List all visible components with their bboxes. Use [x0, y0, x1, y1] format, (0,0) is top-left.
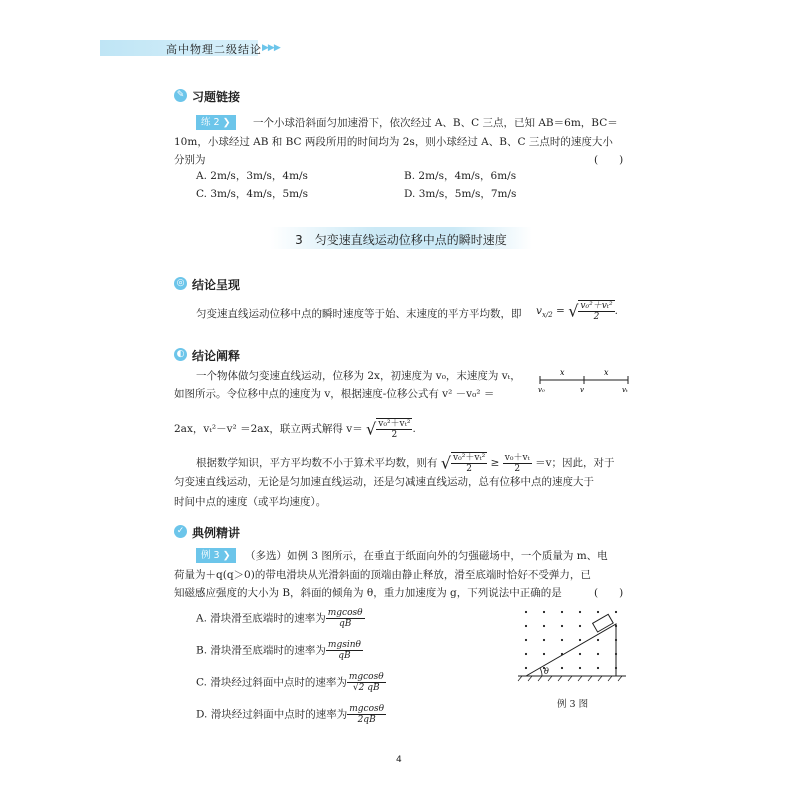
- explain-section-icon: ◐: [174, 348, 187, 361]
- explain-para2-line3: 时间中点的速度（或平均速度）。: [174, 496, 327, 508]
- example-3-line1: （多选）如例 3 图所示，在垂直于纸面向外的匀强磁场中，一个质量为 m、电: [245, 550, 608, 562]
- practice-2-answer-paren: ( ): [594, 154, 624, 166]
- field-dot: [615, 611, 617, 613]
- field-dot: [543, 625, 545, 627]
- field-dot: [525, 611, 527, 613]
- practice-2-line2: 10m，小球经过 AB 和 BC 两段所用的时间均为 2s，则小球经过 A、B、C 三点时的速度大小: [174, 136, 613, 148]
- field-dot: [597, 639, 599, 641]
- practice-2-tag: 练 2 ❯: [196, 115, 236, 130]
- practice-2-option-c: C. 3m/s，4m/s，5m/s: [196, 188, 309, 200]
- page-number: 4: [396, 755, 402, 765]
- field-dot: [579, 639, 581, 641]
- practice-2-line1: 一个小球沿斜面匀加速滑下，依次经过 A、B、C 三点，已知 AB＝6m，BC＝: [253, 117, 618, 129]
- diagram-label-vmid: v: [580, 386, 584, 394]
- example-3-option-d: D. 滑块经过斜面中点时的速率为 $\frac{mgcos\theta}{2qB}$: [196, 704, 385, 725]
- field-dot: [543, 611, 545, 613]
- example-3-answer-paren: ( ): [594, 587, 624, 599]
- explain-para2-line1: 根据数学知识，平方平均数不小于算术平均数，则有 √ $\frac{\text{v₀²＋vₜ²}}{2}$ ≥ $\frac{\text{v₀＋vₜ}}{2}$ ＝v；因此，对于: [196, 452, 615, 474]
- incline-triangle: [526, 624, 616, 676]
- angle-arc: [540, 668, 542, 676]
- link-section-icon: ✎: [174, 89, 187, 102]
- ground-hatch: [518, 676, 622, 681]
- check-section-icon: ✓: [174, 525, 187, 538]
- conclusion-text: 匀变速直线运动位移中点的瞬时速度等于始、末速度的平方平均数，即: [196, 308, 522, 320]
- field-dot: [561, 667, 563, 669]
- section-example-heading: 典例精讲: [192, 526, 241, 540]
- subsection-title: 3 匀变速直线运动位移中点的瞬时速度: [295, 233, 507, 247]
- running-header-title: 高中物理二级结论: [166, 43, 262, 56]
- section-practice-heading: 习题链接: [192, 90, 241, 104]
- field-dot: [597, 653, 599, 655]
- explain-para2-line2: 匀变速直线运动，无论是匀加速直线运动，还是匀减速直线运动，总有位移中点的速度大于: [174, 476, 594, 488]
- example-3-option-c: C. 滑块经过斜面中点时的速率为 $\frac{mgcos\theta}{√2 qB}$: [196, 672, 384, 693]
- field-dot: [597, 611, 599, 613]
- field-dot: [597, 667, 599, 669]
- field-dot: [579, 611, 581, 613]
- conclusion-formula: $v_{x/2}$ = √ $\frac{\text{v₀²＋vₜ²}}{2}$ .: [536, 301, 618, 322]
- practice-2-option-a: A. 2m/s，3m/s，4m/s: [196, 170, 308, 182]
- example-3-line3: 知磁感应强度的大小为 B，斜面的倾角为 θ，重力加速度为 g，下列说法中正确的是: [174, 587, 562, 599]
- field-dot: [525, 639, 527, 641]
- practice-2-line3: 分别为: [174, 154, 206, 166]
- diagram-label-x2: x: [604, 368, 609, 377]
- diagram-label-vt: vₜ: [622, 386, 628, 394]
- field-dot: [579, 625, 581, 627]
- field-dot: [525, 653, 527, 655]
- field-dot: [543, 653, 545, 655]
- field-dot: [561, 625, 563, 627]
- figure-caption: 例 3 图: [557, 699, 589, 710]
- field-dot: [525, 625, 527, 627]
- diagram-label-v0: v₀: [538, 386, 545, 394]
- explain-line2: 如图所示。令位移中点的速度为 v，根据速度-位移公式有 v² －v₀² ＝: [174, 388, 495, 400]
- example-3-option-a: A. 滑块滑至底端时的速率为 $\frac{mgcos\theta}{qB}$: [196, 608, 363, 629]
- field-dot: [525, 667, 527, 669]
- field-dot: [543, 639, 545, 641]
- field-dot: [561, 611, 563, 613]
- example-3-figure: [516, 604, 628, 690]
- header-arrows-icon: ▶▶▶: [262, 43, 280, 53]
- slider-block: [593, 614, 614, 632]
- field-dot: [561, 639, 563, 641]
- angle-theta-label: θ: [544, 667, 549, 676]
- slider-block-rect: [593, 614, 614, 632]
- example-3-option-b: B. 滑块滑至底端时的速率为 $\frac{mgsin\theta}{qB}$: [196, 640, 361, 661]
- section-conclusion-heading: 结论呈现: [192, 278, 241, 292]
- practice-2-option-d: D. 3m/s，5m/s，7m/s: [404, 188, 517, 200]
- target-section-icon: ◎: [174, 277, 187, 290]
- explain-line3: 2ax，vₜ²－v² ＝2ax，联立两式解得 v＝ √ $\frac{\text{v₀²＋vₜ²}}{2}$ .: [174, 419, 416, 440]
- practice-2-option-b: B. 2m/s，4m/s，6m/s: [404, 170, 517, 182]
- example-3-tag: 例 3 ❯: [196, 548, 236, 563]
- field-dot: [579, 667, 581, 669]
- field-dot: [579, 653, 581, 655]
- explain-line1: 一个物体做匀变速直线运动，位移为 2x，初速度为 v₀，末速度为 vₜ，: [196, 370, 521, 382]
- diagram-label-x1: x: [560, 368, 565, 377]
- example-3-line2: 荷量为＋q(q＞0)的带电滑块从光滑斜面的顶端由静止释放，滑至底端时恰好不受弹力，已: [174, 569, 591, 581]
- motion-diagram: [536, 366, 636, 396]
- section-explain-heading: 结论阐释: [192, 349, 241, 363]
